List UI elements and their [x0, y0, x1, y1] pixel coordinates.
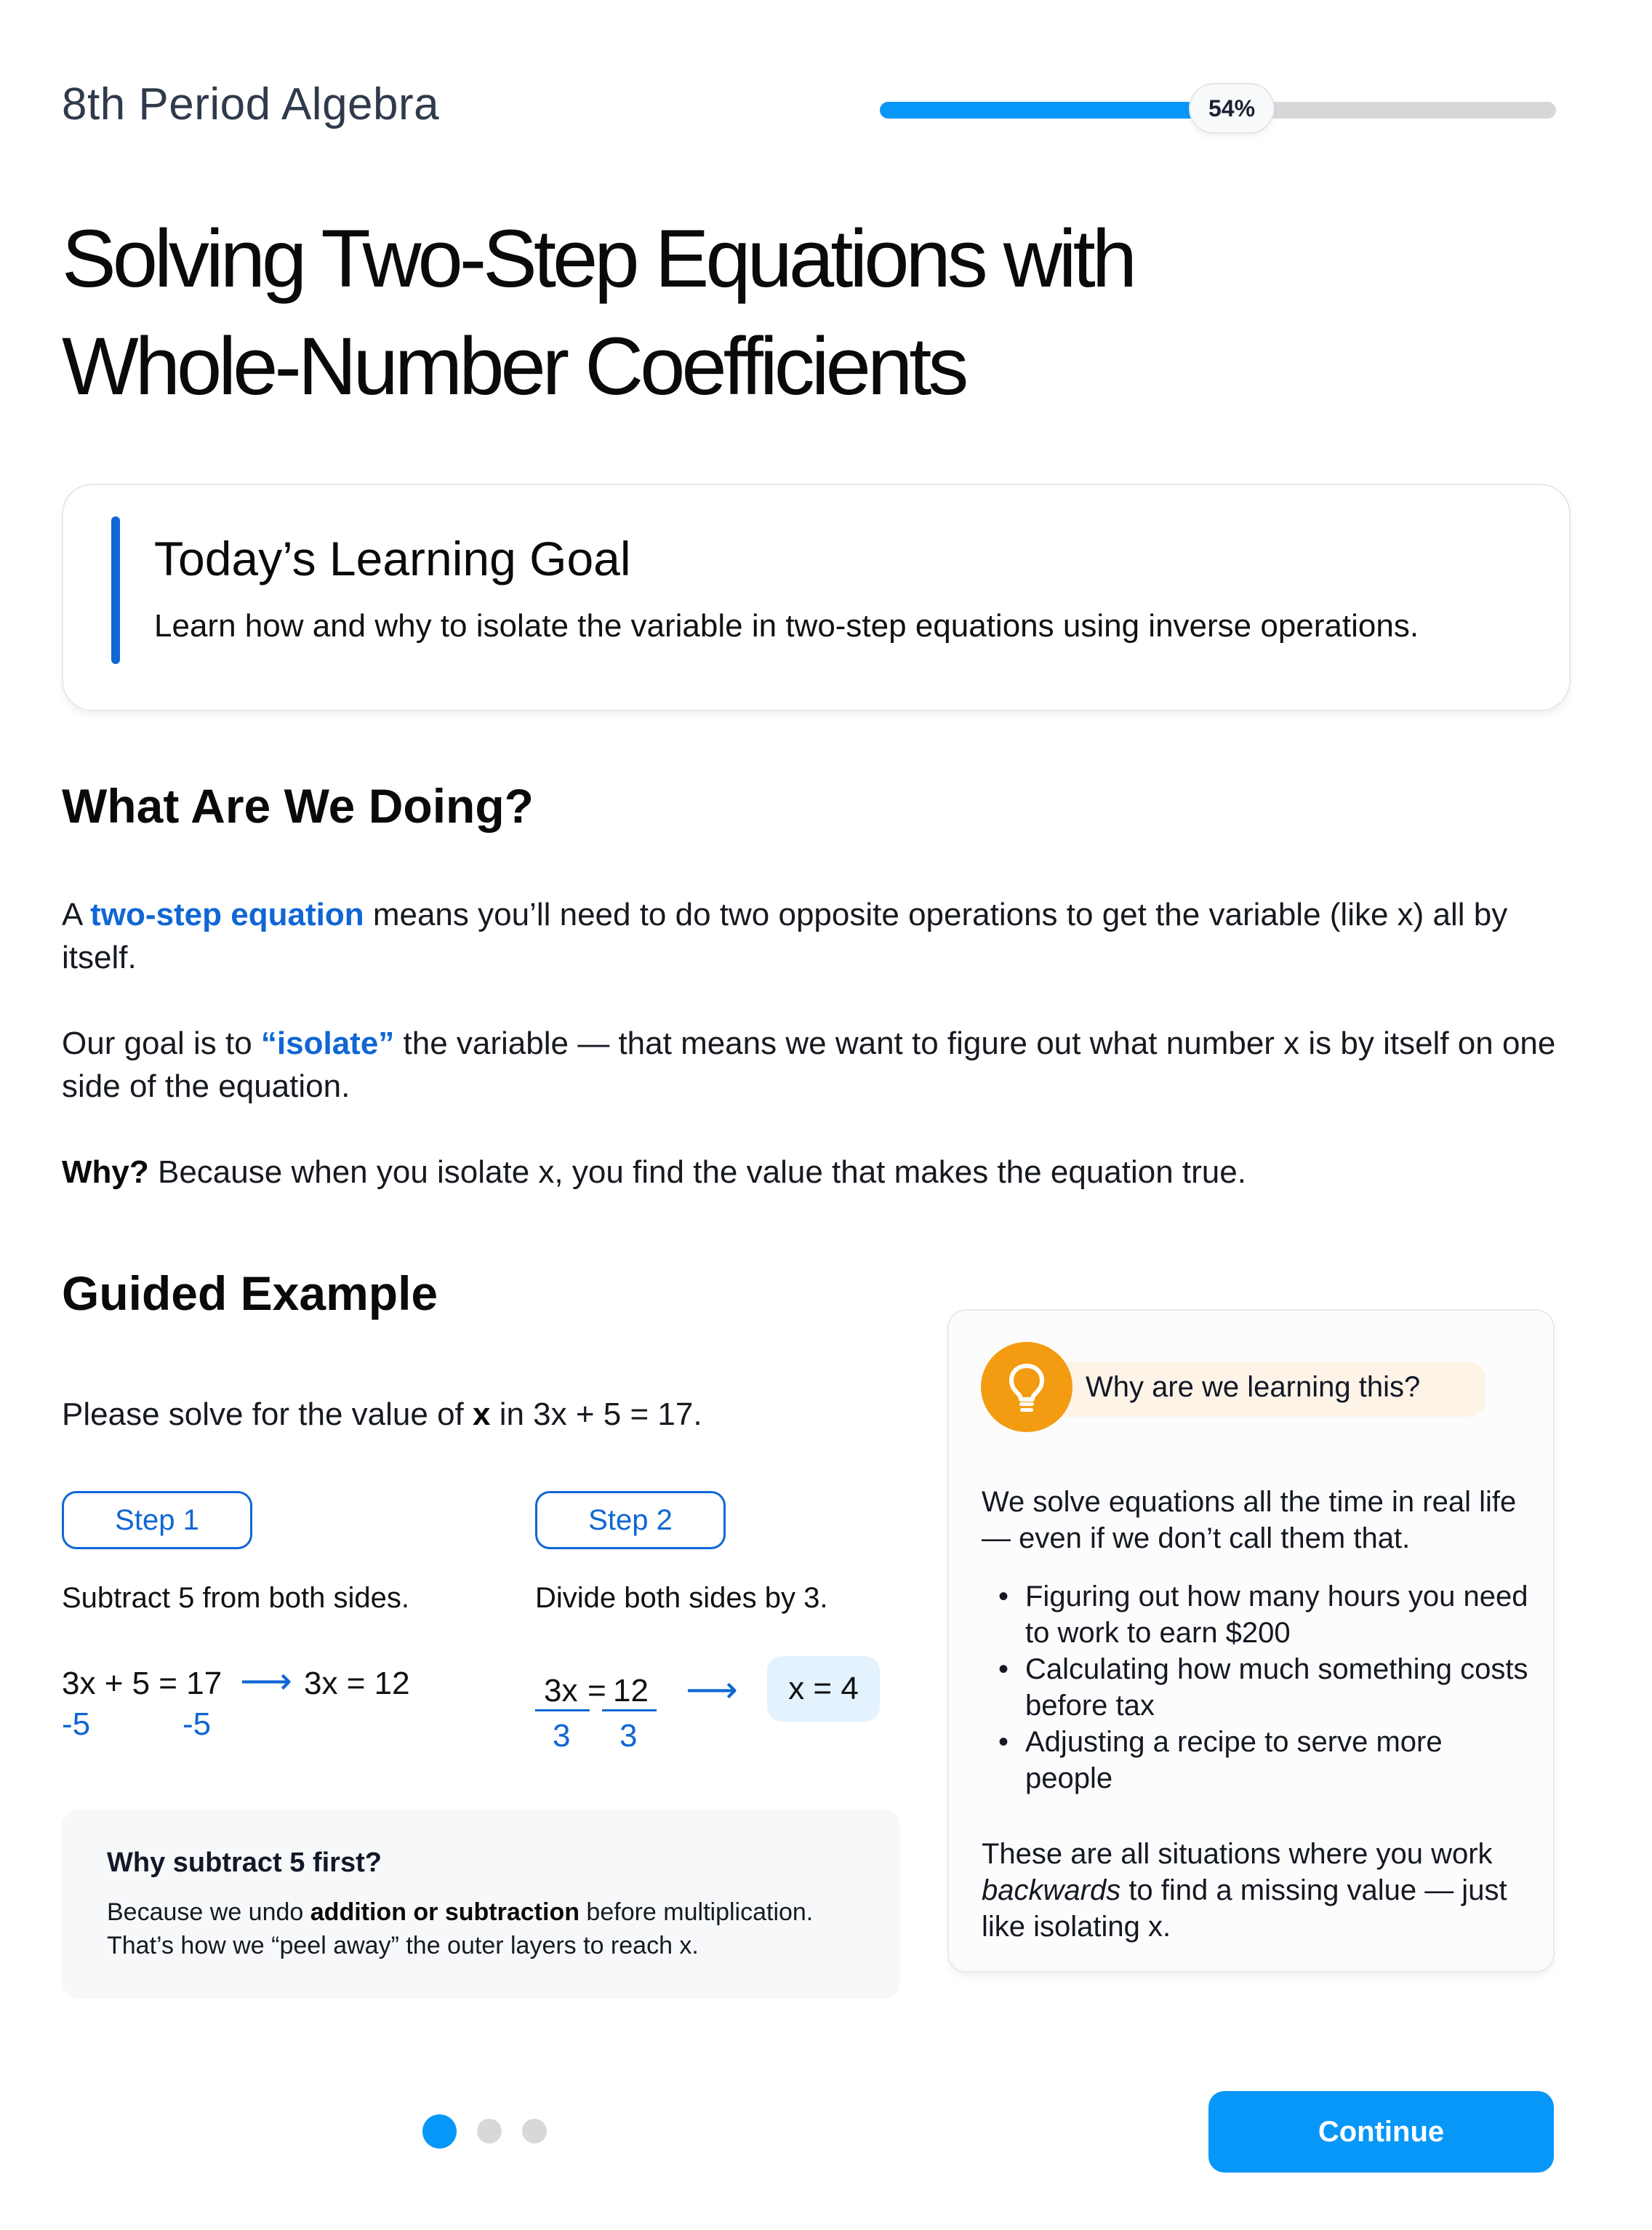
arrow-icon: ⟶	[240, 1660, 292, 1701]
what-section-heading: What Are We Doing?	[62, 779, 534, 833]
side-closing	[982, 1836, 1534, 1945]
examples-list	[996, 1578, 1534, 1797]
step-1-button[interactable]: Step 1	[62, 1491, 252, 1549]
lesson-title: Solving Two-Step Equations with Whole-Number Coefficients	[62, 213, 1134, 412]
lightbulb-icon-svg	[1005, 1362, 1048, 1412]
numerator-right: 12	[613, 1673, 649, 1709]
text: the variable — that means we want to figure out what number x is by itself on one side of the equation.	[62, 1026, 1556, 1104]
list-item: • Calculating how much something costs before tax	[996, 1651, 1534, 1724]
learning-goal-card	[62, 484, 1571, 711]
page-dot-3[interactable]	[522, 2119, 547, 2143]
list-item: • Figuring out how many hours you need to work to earn $200	[996, 1578, 1534, 1651]
step-1-result: 3x = 12	[304, 1666, 410, 1701]
text: in 3x + 5 = 17.	[490, 1396, 702, 1432]
page-dot-1-active[interactable]	[422, 2114, 457, 2149]
why-line-1	[107, 1895, 892, 1929]
numerator-left: 3x	[544, 1673, 578, 1709]
text: A	[62, 897, 91, 932]
text: Our goal is to	[62, 1026, 261, 1061]
learning-goal-title: Today’s Learning Goal	[154, 532, 631, 586]
step-2-instruction: Divide both sides by 3.	[535, 1582, 828, 1614]
term-two-step-equation: two-step equation	[90, 897, 364, 932]
step-1-instruction: Subtract 5 from both sides.	[62, 1582, 410, 1614]
text: These are all situations where you work	[982, 1838, 1493, 1870]
tip-title: Why are we learning this?	[1086, 1371, 1421, 1403]
class-name: 8th Period Algebra	[62, 79, 440, 129]
equals-sign: =	[588, 1673, 606, 1709]
goal-accent-bar	[111, 516, 120, 664]
arrow-icon: ⟶	[686, 1669, 738, 1710]
why-line-2: That’s how we “peel away” the outer layers to reach x.	[107, 1932, 699, 1959]
step-1-equation: 3x + 5 = 17	[62, 1666, 222, 1701]
learning-goal-text: Learn how and why to isolate the variable in two-step equations using inverse operations.	[154, 608, 1419, 644]
page-dot-2[interactable]	[477, 2119, 502, 2143]
step-1-subtract-left: -5	[62, 1706, 91, 1742]
text: Because we undo	[107, 1898, 310, 1926]
denominator-right: 3	[620, 1718, 638, 1754]
step-1-subtract-right: -5	[183, 1706, 212, 1742]
guided-example-heading: Guided Example	[62, 1266, 438, 1320]
problem-statement	[62, 1396, 702, 1433]
list-item: • Adjusting a recipe to serve more people	[996, 1724, 1534, 1797]
lightbulb-icon	[981, 1342, 1072, 1432]
denominator-left: 3	[553, 1718, 571, 1754]
step-2-button[interactable]: Step 2	[535, 1491, 726, 1549]
why-subtract-title: Why subtract 5 first?	[107, 1847, 382, 1878]
side-intro: We solve equations all the time in real life — even if we don’t call them that.	[982, 1486, 1517, 1554]
progress-label: 54%	[1189, 83, 1275, 134]
text: Because when you isolate x, you find the value that makes the equation true.	[148, 1154, 1246, 1190]
why-paragraph	[62, 1151, 1574, 1194]
term-isolate: “isolate”	[260, 1026, 395, 1061]
definition-paragraph	[62, 893, 1574, 979]
answer-box: x = 4	[767, 1656, 880, 1722]
fraction-bar-right	[602, 1709, 657, 1711]
fraction-bar-left	[535, 1709, 590, 1711]
bold-text: addition or subtraction	[310, 1898, 580, 1926]
goal-paragraph	[62, 1022, 1574, 1108]
text: to find a missing value — just like isolating x.	[982, 1874, 1507, 1943]
italic-text: backwards	[982, 1874, 1121, 1906]
why-label: Why?	[62, 1154, 149, 1190]
why-subtract-text	[107, 1895, 892, 1962]
text: means you’ll need to do two opposite operations to get the variable (like x) all by itself.	[62, 897, 1508, 975]
variable: x	[473, 1396, 491, 1432]
text: Please solve for the value of	[62, 1396, 473, 1432]
continue-button[interactable]: Continue	[1208, 2091, 1554, 2173]
text: before multiplication.	[579, 1898, 814, 1926]
